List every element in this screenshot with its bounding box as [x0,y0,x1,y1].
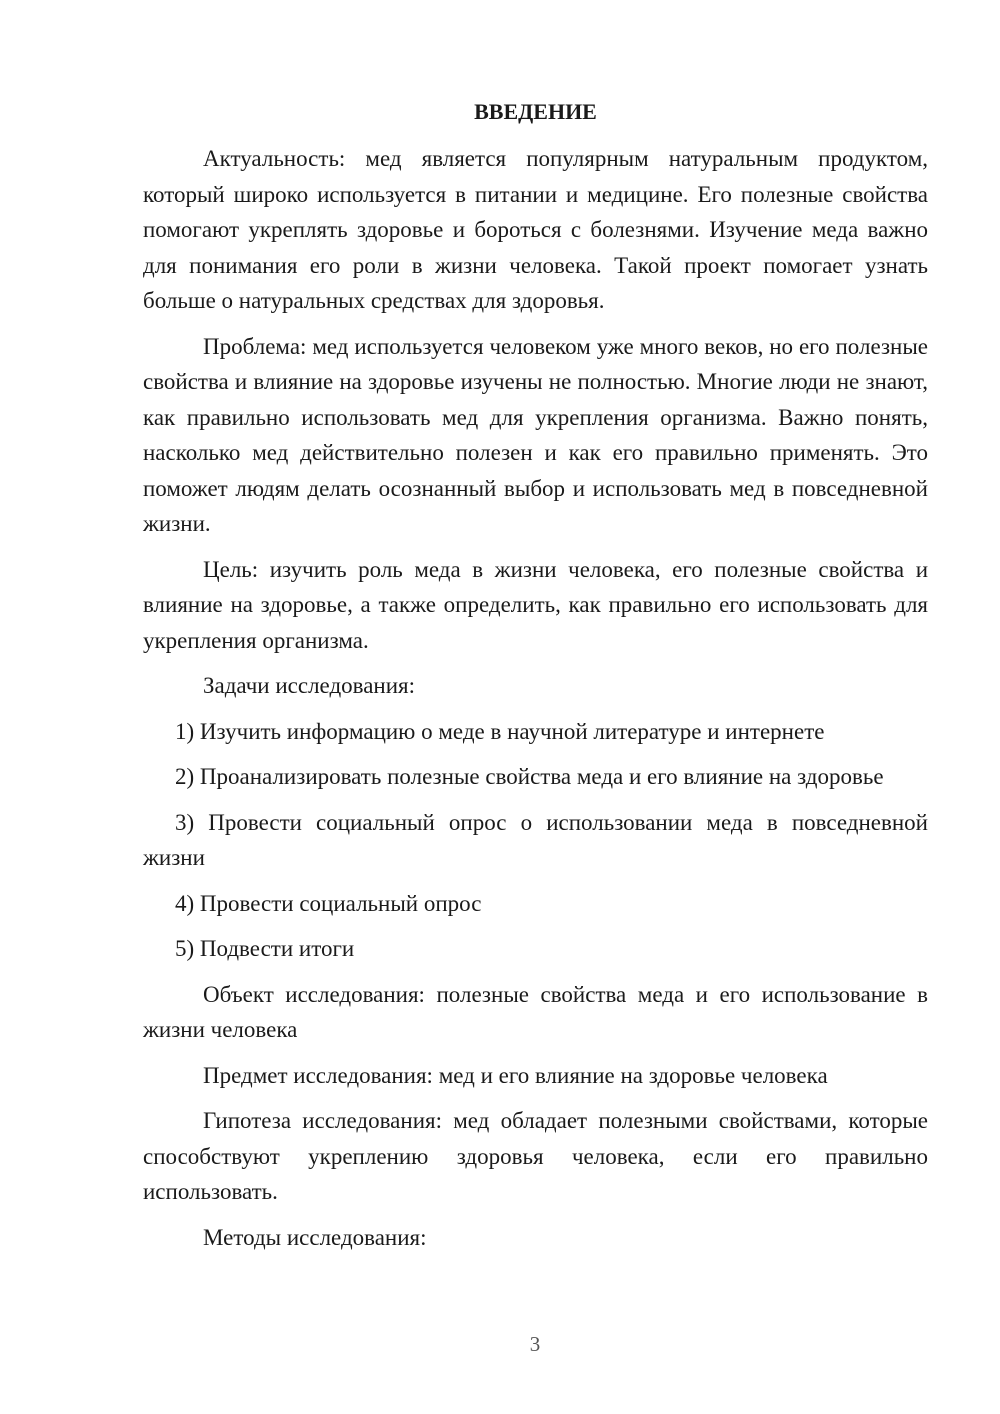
page-content [143,94,928,1265]
task-item-5: 5) Подвести итоги [175,936,355,961]
tasks-heading: Задачи исследования: [203,673,416,698]
task-item-2: 2) Проанализировать полезные свойства меда и его влияние на здоровье [175,764,884,789]
relevance-paragraph: Актуальность: мед является популярным натуральным продуктом, который широко используется в питании и медицине. Его полезные свойства помогают укреплять здоровье и бороться с болезнями. Изучение меда важно для понимания его роли в жизни человека. Такой проект помогает узнать больше о натуральных средствах для здоровья. [143,146,928,313]
page-number: 3 [529,1332,541,1356]
goal-paragraph: Цель: изучить роль меда в жизни человека, его полезные свойства и влияние на здоровье, а также определить, как правильно его использовать для укрепления организма. [143,556,928,653]
task-item-1: 1) Изучить информацию о меде в научной литературе и интернете [175,718,825,744]
task-item-4: 4) Провести социальный опрос [175,890,482,916]
problem-paragraph: Проблема: мед используется человеком уже много веков, но его полезные свойства и влияние на здоровье изучены не полностью. Многие люди не знают, как правильно использовать мед для укрепления организма. Важно понять, насколько мед действительно полезен и как его правильно применять. Это поможет людям делать осознанный выбор и использовать мед в повседневной жизни. [143,333,928,536]
page-title: ВВЕДЕНИЕ [474,99,597,124]
object-paragraph: Объект исследования: полезные свойства меда и его использование в жизни человека [143,981,928,1042]
subject-paragraph: Предмет исследования: мед и его влияние на здоровье человека [203,1062,828,1088]
task-item-3: 3) Провести социальный опрос о использовании меда в повседневной жизни [143,809,928,870]
hypothesis-paragraph: Гипотеза исследования: мед обладает полезными свойствами, которые способствуют укреплению здоровья человека, если его правильно использовать. [143,1108,928,1204]
methods-heading: Методы исследования: [203,1224,427,1250]
